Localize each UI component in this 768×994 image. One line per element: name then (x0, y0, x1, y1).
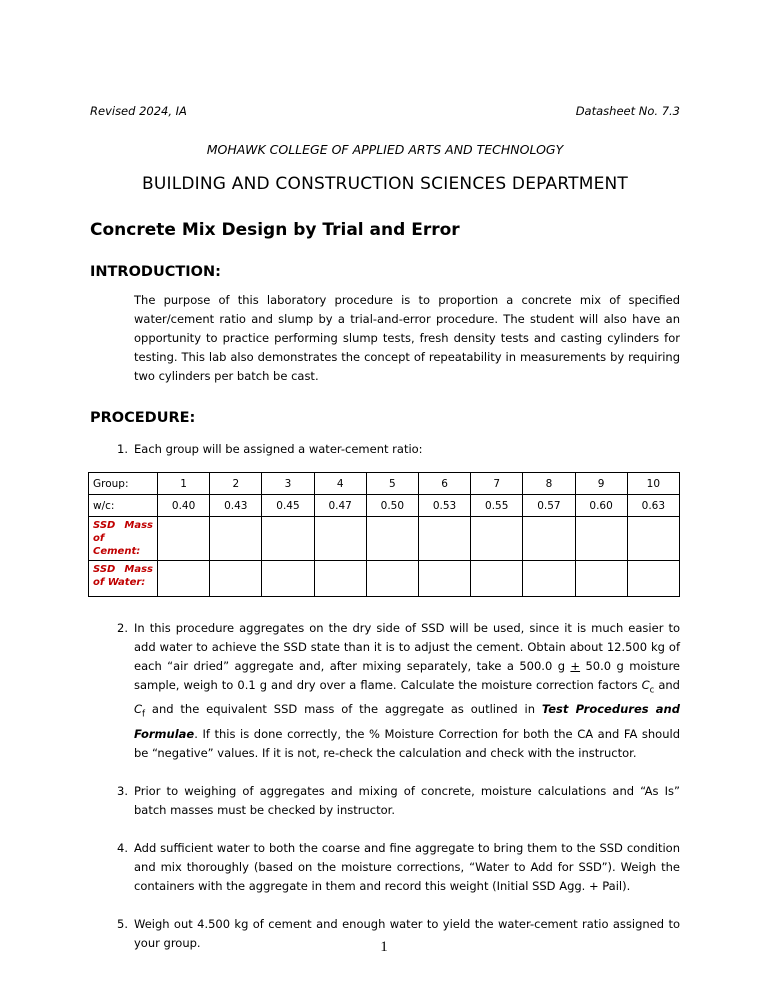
step-2-text-part: and the equivalent SSD mass of the aggregate as outlined in (145, 702, 542, 717)
document-title: Concrete Mix Design by Trial and Error (90, 220, 460, 240)
introduction-heading: INTRODUCTION: (90, 264, 221, 280)
wc-cell: 0.53 (418, 495, 470, 517)
correction-factor-cf: C (134, 702, 143, 717)
test-procedures-reference: Test Procedures and Formulae (134, 702, 680, 741)
row-label-wc: w/c: (89, 495, 158, 517)
correction-factor-cc: C (641, 678, 650, 692)
step-2-text-part: 50.0 g moisture sample, weigh to 0.1 g and dry over a flame. Calculate the moisture correction factors (134, 659, 680, 692)
group-cell: 8 (523, 473, 575, 495)
procedure-step-4 (90, 839, 680, 896)
document-meta (90, 104, 680, 118)
wc-cell: 0.55 (471, 495, 523, 517)
ssd-cement-cell (210, 517, 262, 561)
water-cement-ratio-table (88, 472, 680, 597)
ssd-water-cell (210, 561, 262, 597)
department-name: BUILDING AND CONSTRUCTION SCIENCES DEPARTMENT (141, 174, 629, 194)
ssd-cement-cell (366, 517, 418, 561)
group-cell: 5 (366, 473, 418, 495)
row-label-group: Group: (89, 473, 158, 495)
step-2-text-part: In this procedure aggregates on the dry side of SSD will be used, since it is much easier to add water to achieve the SSD state than it is to adjust the cement. Obtain about 12.500 kg of each “air dried” aggregate and, after mixing separately, take a 500.0 g (134, 621, 680, 673)
step-4-text: Add sufficient water to both the coarse and fine aggregate to bring them to the SSD condition and mix thoroughly (based on the moisture corrections, “Water to Add for SSD”). Weigh the containers with the aggregate in them and record this weight (Initial SSD Agg. + Pail). (134, 840, 680, 893)
ssd-cement-cell (418, 517, 470, 561)
ssd-cement-cell (262, 517, 314, 561)
ssd-cement-cell (575, 517, 627, 561)
ssd-water-cell (158, 561, 210, 597)
step-3-text: Prior to weighing of aggregates and mixing of concrete, moisture calculations and “As Is” batch masses must be checked by instructor. (134, 783, 680, 817)
correction-factor-cf-subscript: f (142, 709, 146, 720)
wc-cell: 0.43 (210, 495, 262, 517)
step-2-text (134, 619, 680, 763)
group-cell: 3 (262, 473, 314, 495)
step-2-text-part: . If this is done correctly, the % Moisture Correction for both the CA and FA should be “negative” values. If it is not, re-check the calculation and check with the instructor. (134, 726, 680, 760)
wc-cell: 0.47 (314, 495, 366, 517)
step-1-text: Each group will be assigned a water-cement ratio: (134, 442, 423, 456)
table-row-wc (89, 495, 680, 517)
step-2-text-part: and (654, 678, 680, 692)
ssd-water-cell (262, 561, 314, 597)
wc-cell: 0.63 (627, 495, 679, 517)
ssd-water-cell (418, 561, 470, 597)
ssd-water-cell (366, 561, 418, 597)
procedure-step-3 (90, 782, 680, 820)
ssd-water-cell (314, 561, 366, 597)
revision-note: Revised 2024, IA (90, 104, 187, 118)
wc-cell: 0.45 (262, 495, 314, 517)
step-2-number: 2. (117, 621, 128, 635)
ssd-cement-cell (523, 517, 575, 561)
ssd-cement-cell (158, 517, 210, 561)
introduction-paragraph: The purpose of this laboratory procedure is to proportion a concrete mix of specified water/cement ratio and slump by a trial-and-error procedure. The student will also have an opportunity to practice performing slump tests, fresh density tests and casting cylinders for testing. This lab also demonstrates the concept of repeatability in measurements by requiring two cylinders per batch be cast. (134, 293, 680, 383)
wc-cell: 0.50 (366, 495, 418, 517)
ssd-water-cell (471, 561, 523, 597)
step-3-number: 3. (117, 783, 128, 798)
procedure-step-1 (90, 440, 680, 459)
table-row-ssd-cement (89, 517, 680, 561)
wc-cell: 0.60 (575, 495, 627, 517)
step-5-text: Weigh out 4.500 kg of cement and enough water to yield the water-cement ratio assigned to your group. (134, 916, 680, 950)
datasheet-number: Datasheet No. 7.3 (575, 104, 680, 118)
group-cell: 9 (575, 473, 627, 495)
table-row-ssd-water (89, 561, 680, 597)
table-row-group (89, 473, 680, 495)
row-label-ssd-cement: SSD Mass of Cement: (89, 517, 158, 561)
ssd-water-cell (575, 561, 627, 597)
step-1-number: 1. (117, 442, 128, 456)
step-4-number: 4. (117, 840, 128, 855)
procedure-step-2 (90, 619, 680, 763)
group-cell: 2 (210, 473, 262, 495)
college-name: MOHAWK COLLEGE OF APPLIED ARTS AND TECHNOLOGY (206, 142, 564, 157)
ssd-cement-cell (471, 517, 523, 561)
group-cell: 1 (158, 473, 210, 495)
group-cell: 4 (314, 473, 366, 495)
wc-cell: 0.40 (158, 495, 210, 517)
procedure-heading: PROCEDURE: (90, 410, 196, 426)
correction-factor-cc-subscript: c (649, 685, 655, 696)
wc-cell: 0.57 (523, 495, 575, 517)
ssd-water-cell (523, 561, 575, 597)
step-5-number: 5. (117, 916, 128, 931)
ssd-water-cell (627, 561, 679, 597)
group-cell: 10 (627, 473, 679, 495)
group-cell: 7 (471, 473, 523, 495)
row-label-ssd-water: SSD Mass of Water: (89, 561, 158, 597)
page-number: 1 (380, 939, 388, 955)
ssd-cement-cell (627, 517, 679, 561)
ssd-cement-cell (314, 517, 366, 561)
group-cell: 6 (418, 473, 470, 495)
plus-minus-symbol: + (570, 659, 581, 673)
